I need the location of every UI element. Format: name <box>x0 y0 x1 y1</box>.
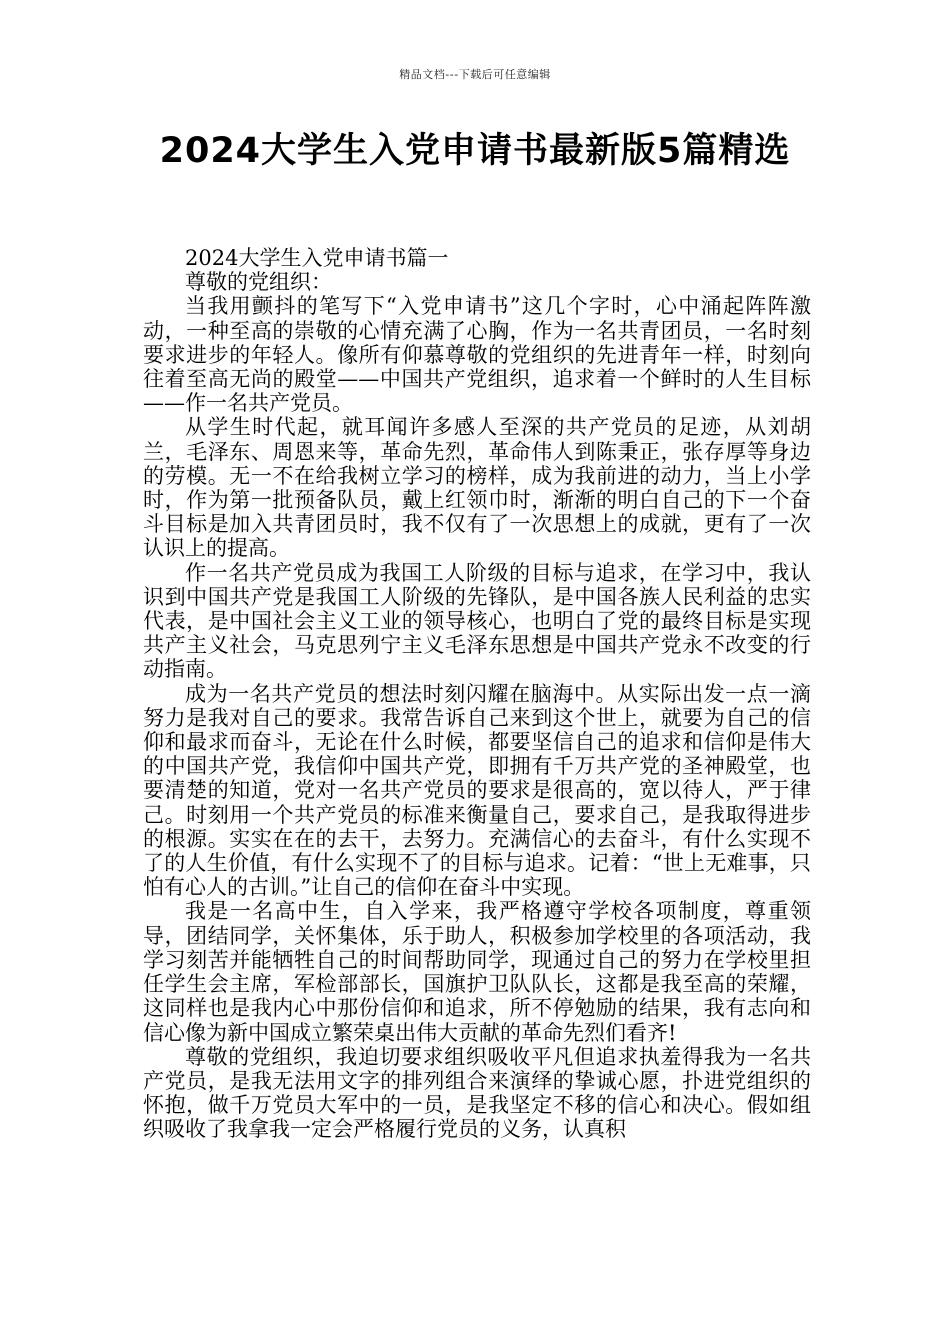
document-body <box>143 246 811 1142</box>
body-paragraph: 从学生时代起，就耳闻许多感人至深的共产党员的足迹，从刘胡兰，毛泽东、周恩来等，革命先烈，革命伟人到陈秉正，张存厚等身边的劳模。无一不在给我树立学习的榜样，成为我前进的动力，当上小学时，作为第一批预备队员，戴上红领巾时，渐渐的明白自己的下一个奋斗目标是加入共青团员时，我不仅有了一次思想上的成就，更有了一次认识上的提高。 <box>143 415 811 561</box>
page-header-note: 精品文档---下载后可任意编辑 <box>399 68 551 81</box>
body-paragraph: 当我用颤抖的笔写下“入党申请书”这几个字时，心中涌起阵阵激动，一种至高的崇敬的心情充满了心胸，作为一名共青团员，一名时刻要求进步的年轻人。像所有仰慕尊敬的党组织的先进青年一样，时刻向往着至高无尚的殿堂——中国共产党组织，追求着一个鲜时的人生目标——作一名共产党员。 <box>143 294 811 416</box>
body-paragraph: 成为一名共产党员的想法时刻闪耀在脑海中。从实际出发一点一滴努力是我对自己的要求。我常告诉自己来到这个世上，就要为自己的信仰和最求而奋斗，无论在什么时候，都要坚信自己的追求和信仰是伟大的中国共产党，我信仰中国共产党，即拥有千万共产党的圣神殿堂，也要清楚的知道，党对一名共产党员的要求是很高的，宽以待人，严于律己。时刻用一个共产党员的标准来衡量自己，要求自己，是我取得进步的根源。实实在在的去干，去努力。充满信心的去奋斗，有什么实现不了的人生价值，有什么实现不了的目标与追求。记着：“世上无难事，只怕有心人的古训。”让自己的信仰在奋斗中实现。 <box>143 681 811 900</box>
body-paragraph: 尊敬的党组织，我迫切要求组织吸收平凡但追求执羞得我为一名共产党员，是我无法用文字的排列组合来演绎的挚诚心愿，扑进党组织的怀抱，做千万党员大军中的一员，是我坚定不移的信心和决心。假如组织吸收了我拿我一定会严格履行党员的义务，认真积 <box>143 1044 811 1142</box>
document-title: 2024大学生入党申请书最新版5篇精选 <box>159 131 791 171</box>
section-heading: 2024大学生入党申请书篇一 <box>185 246 449 270</box>
salutation: 尊敬的党组织： <box>185 270 332 295</box>
body-paragraph: 我是一名高中生，自入学来，我严格遵守学校各项制度，尊重领导，团结同学，关怀集体，乐于助人，积极参加学校里的各项活动，我学习刻苦并能牺牲自己的时间帮助同学，现通过自己的努力在学校里担任学生会主席，军检部部长，国旗护卫队队长，这都是我至高的荣耀，这同样也是我内心中那份信仰和追求，所不停勉励的结果，我有志向和信心像为新中国成立繁荣桌出伟大贡献的革命先烈们看齐! <box>143 899 811 1045</box>
body-paragraph: 作一名共产党员成为我国工人阶级的目标与追求，在学习中，我认识到中国共产党是我国工人阶级的先锋队，是中国各族人民利益的忠实代表，是中国社会主义工业的领导核心，也明白了党的最终目标是实现共产主义社会，马克思列宁主义毛泽东思想是中国共产党永不改变的行动指南。 <box>143 560 811 682</box>
